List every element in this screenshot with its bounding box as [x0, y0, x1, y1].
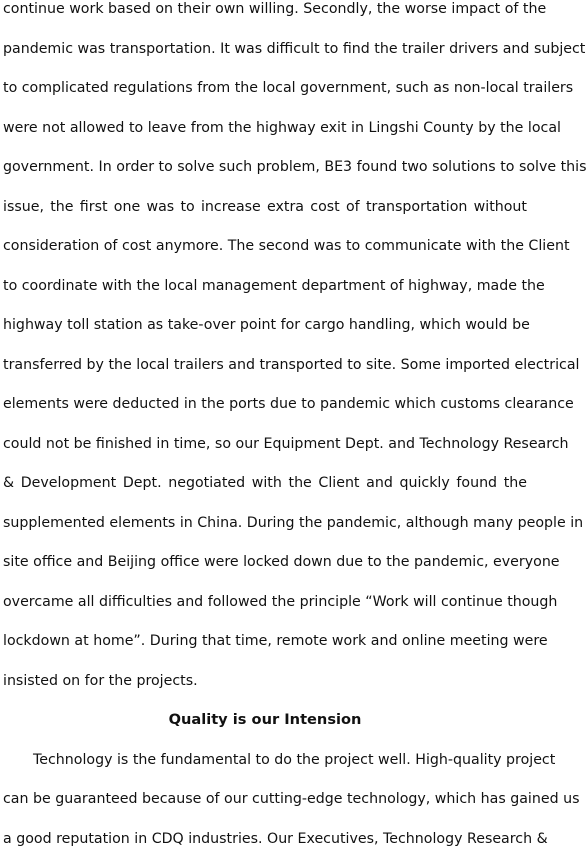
- text-line: to coordinate with the local management department of highway, made the: [3, 277, 545, 294]
- text-line: transferred by the local trailers and transported to site. Some imported electrical: [3, 356, 580, 373]
- text-line: lockdown at home”. During that time, remote work and online meeting were: [3, 633, 548, 649]
- section-heading: Quality is our Intension: [168, 711, 362, 728]
- text-line: government. In order to solve such problem, BE3 found two solutions to solve this: [3, 159, 586, 175]
- text-line: & Development Dept. negotiated with the Client and quickly found the: [3, 475, 527, 491]
- document-page: [3, 0, 586, 848]
- text-line: to complicated regulations from the local government, such as non-local trailers: [3, 80, 574, 96]
- text-line: can be guaranteed because of our cutting-edge technology, which has gained us: [3, 791, 580, 807]
- text-line: insisted on for the projects.: [3, 672, 198, 689]
- text-line: issue, the first one was to increase extra cost of transportation without: [3, 198, 527, 215]
- text-line: continue work based on their own willing. Secondly, the worse impact of the: [3, 1, 547, 17]
- text-line: supplemented elements in China. During the pandemic, although many people in: [3, 514, 584, 531]
- text-line: a good reputation in CDQ industries. Our Executives, Technology Research &: [3, 830, 548, 847]
- text-line: highway toll station as take-over point for cargo handling, which would be: [3, 317, 530, 333]
- text-line: could not be finished in time, so our Equipment Dept. and Technology Research: [3, 435, 569, 452]
- text-line: Technology is the fundamental to do the project well. High-quality project: [33, 751, 556, 768]
- text-line: overcame all difficulties and followed the principle “Work will continue though: [3, 593, 558, 610]
- text-line: were not allowed to leave from the highway exit in Lingshi County by the local: [3, 119, 561, 136]
- text-line: site office and Beijing office were locked down due to the pandemic, everyone: [3, 554, 560, 570]
- text-line: consideration of cost anymore. The second was to communicate with the Client: [3, 238, 570, 254]
- text-line: elements were deducted in the ports due to pandemic which customs clearance: [3, 396, 574, 412]
- text-line: pandemic was transportation. It was difficult to find the trailer drivers and subject: [3, 40, 586, 57]
